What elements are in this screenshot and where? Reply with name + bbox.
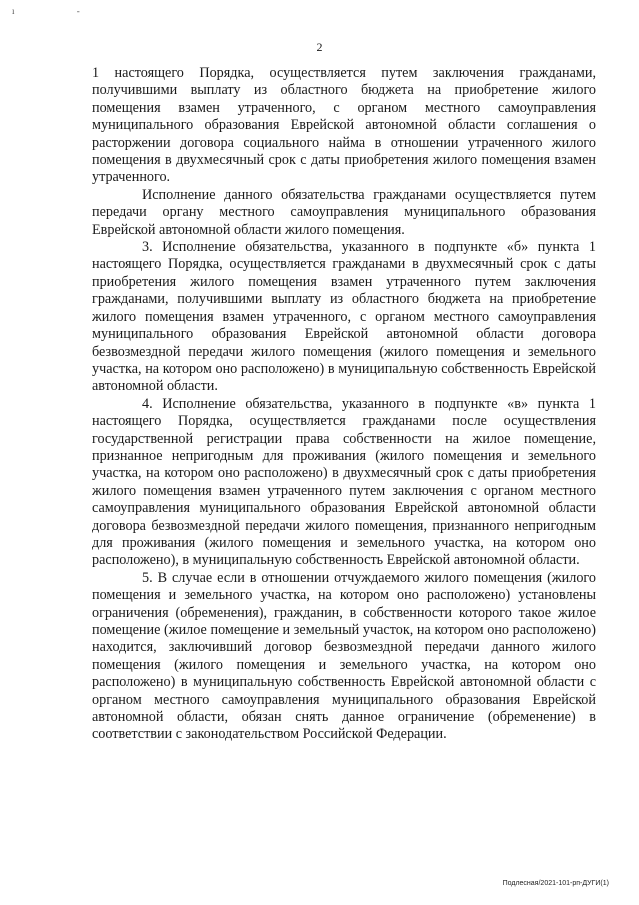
paragraph-item-5: 5. В случае если в отношении отчуждаемого жилого помещения (жилого помещения и земельного участка, на котором оно расположено) установлены ограничения (обременения), гражданин, в собственности которого такое жилое помещение (жилое помещение и земельный участок, на котором оно расположено) находится, заключивший договор безвозмездной передачи данного жилого помещения (жилого помещения и земельного участка, на котором оно расположено) в муниципальную собственность Еврейской автономной области с органом местного самоуправления муниципального образования Еврейской автономной области, обязан снять данное ограничение (обременение) в соответствии с законодательством Российской Федерации. — [92, 569, 596, 743]
page-number: 2 — [316, 40, 323, 54]
scan-mark: ı - — [12, 6, 110, 16]
paragraph-continuation: 1 настоящего Порядка, осуществляется путем заключения гражданами, получившими выплату из областного бюджета на приобретение жилого помещения взамен утраченного, с органом местного самоуправления муниципального образования Еврейской автономной области соглашения о расторжении договора социального найма в отношении утраченного жилого помещения в двухмесячный срок с даты приобретения жилого помещения взамен утраченного. — [92, 65, 596, 186]
paragraph-item-4: 4. Исполнение обязательства, указанного в подпункте «в» пункта 1 настоящего Порядка, осуществляется гражданами после осуществления государственной регистрации права собственности на жилое помещение, признанное непригодным для проживания (жилого помещения и земельного участка, на котором оно расположено) в двухмесячный срок с даты приобретения жилого помещения взамен утраченного путем заключения с органом местного самоуправления муниципального образования Еврейской автономной области договора безвозмездной передачи жилого помещения, признанного непригодным для проживания (жилого помещения и земельного участка, на котором оно расположено), в муниципальную собственность Еврейской автономной области. — [92, 395, 596, 569]
document-body — [92, 65, 596, 744]
document-code: Подлесная/2021-101-рп-ДУГИ(1) — [502, 880, 609, 887]
paragraph-obligation-fulfillment: Исполнение данного обязательства гражданами осуществляется путем передачи органу местного самоуправления муниципального образования Еврейской автономной области жилого помещения. — [92, 186, 596, 238]
paragraph-item-3: 3. Исполнение обязательства, указанного в подпункте «б» пункта 1 настоящего Порядка, осуществляется гражданами в двухмесячный срок с даты приобретения жилого помещения взамен утраченного путем заключения гражданами, получившими выплату из областного бюджета на приобретение жилого помещения взамен утраченного, с органом местного самоуправления муниципального образования Еврейской автономной области договора безвозмездной передачи жилого помещения (жилого помещения и земельного участка, на котором оно расположено) в муниципальную собственность Еврейской автономной области. — [92, 239, 596, 395]
